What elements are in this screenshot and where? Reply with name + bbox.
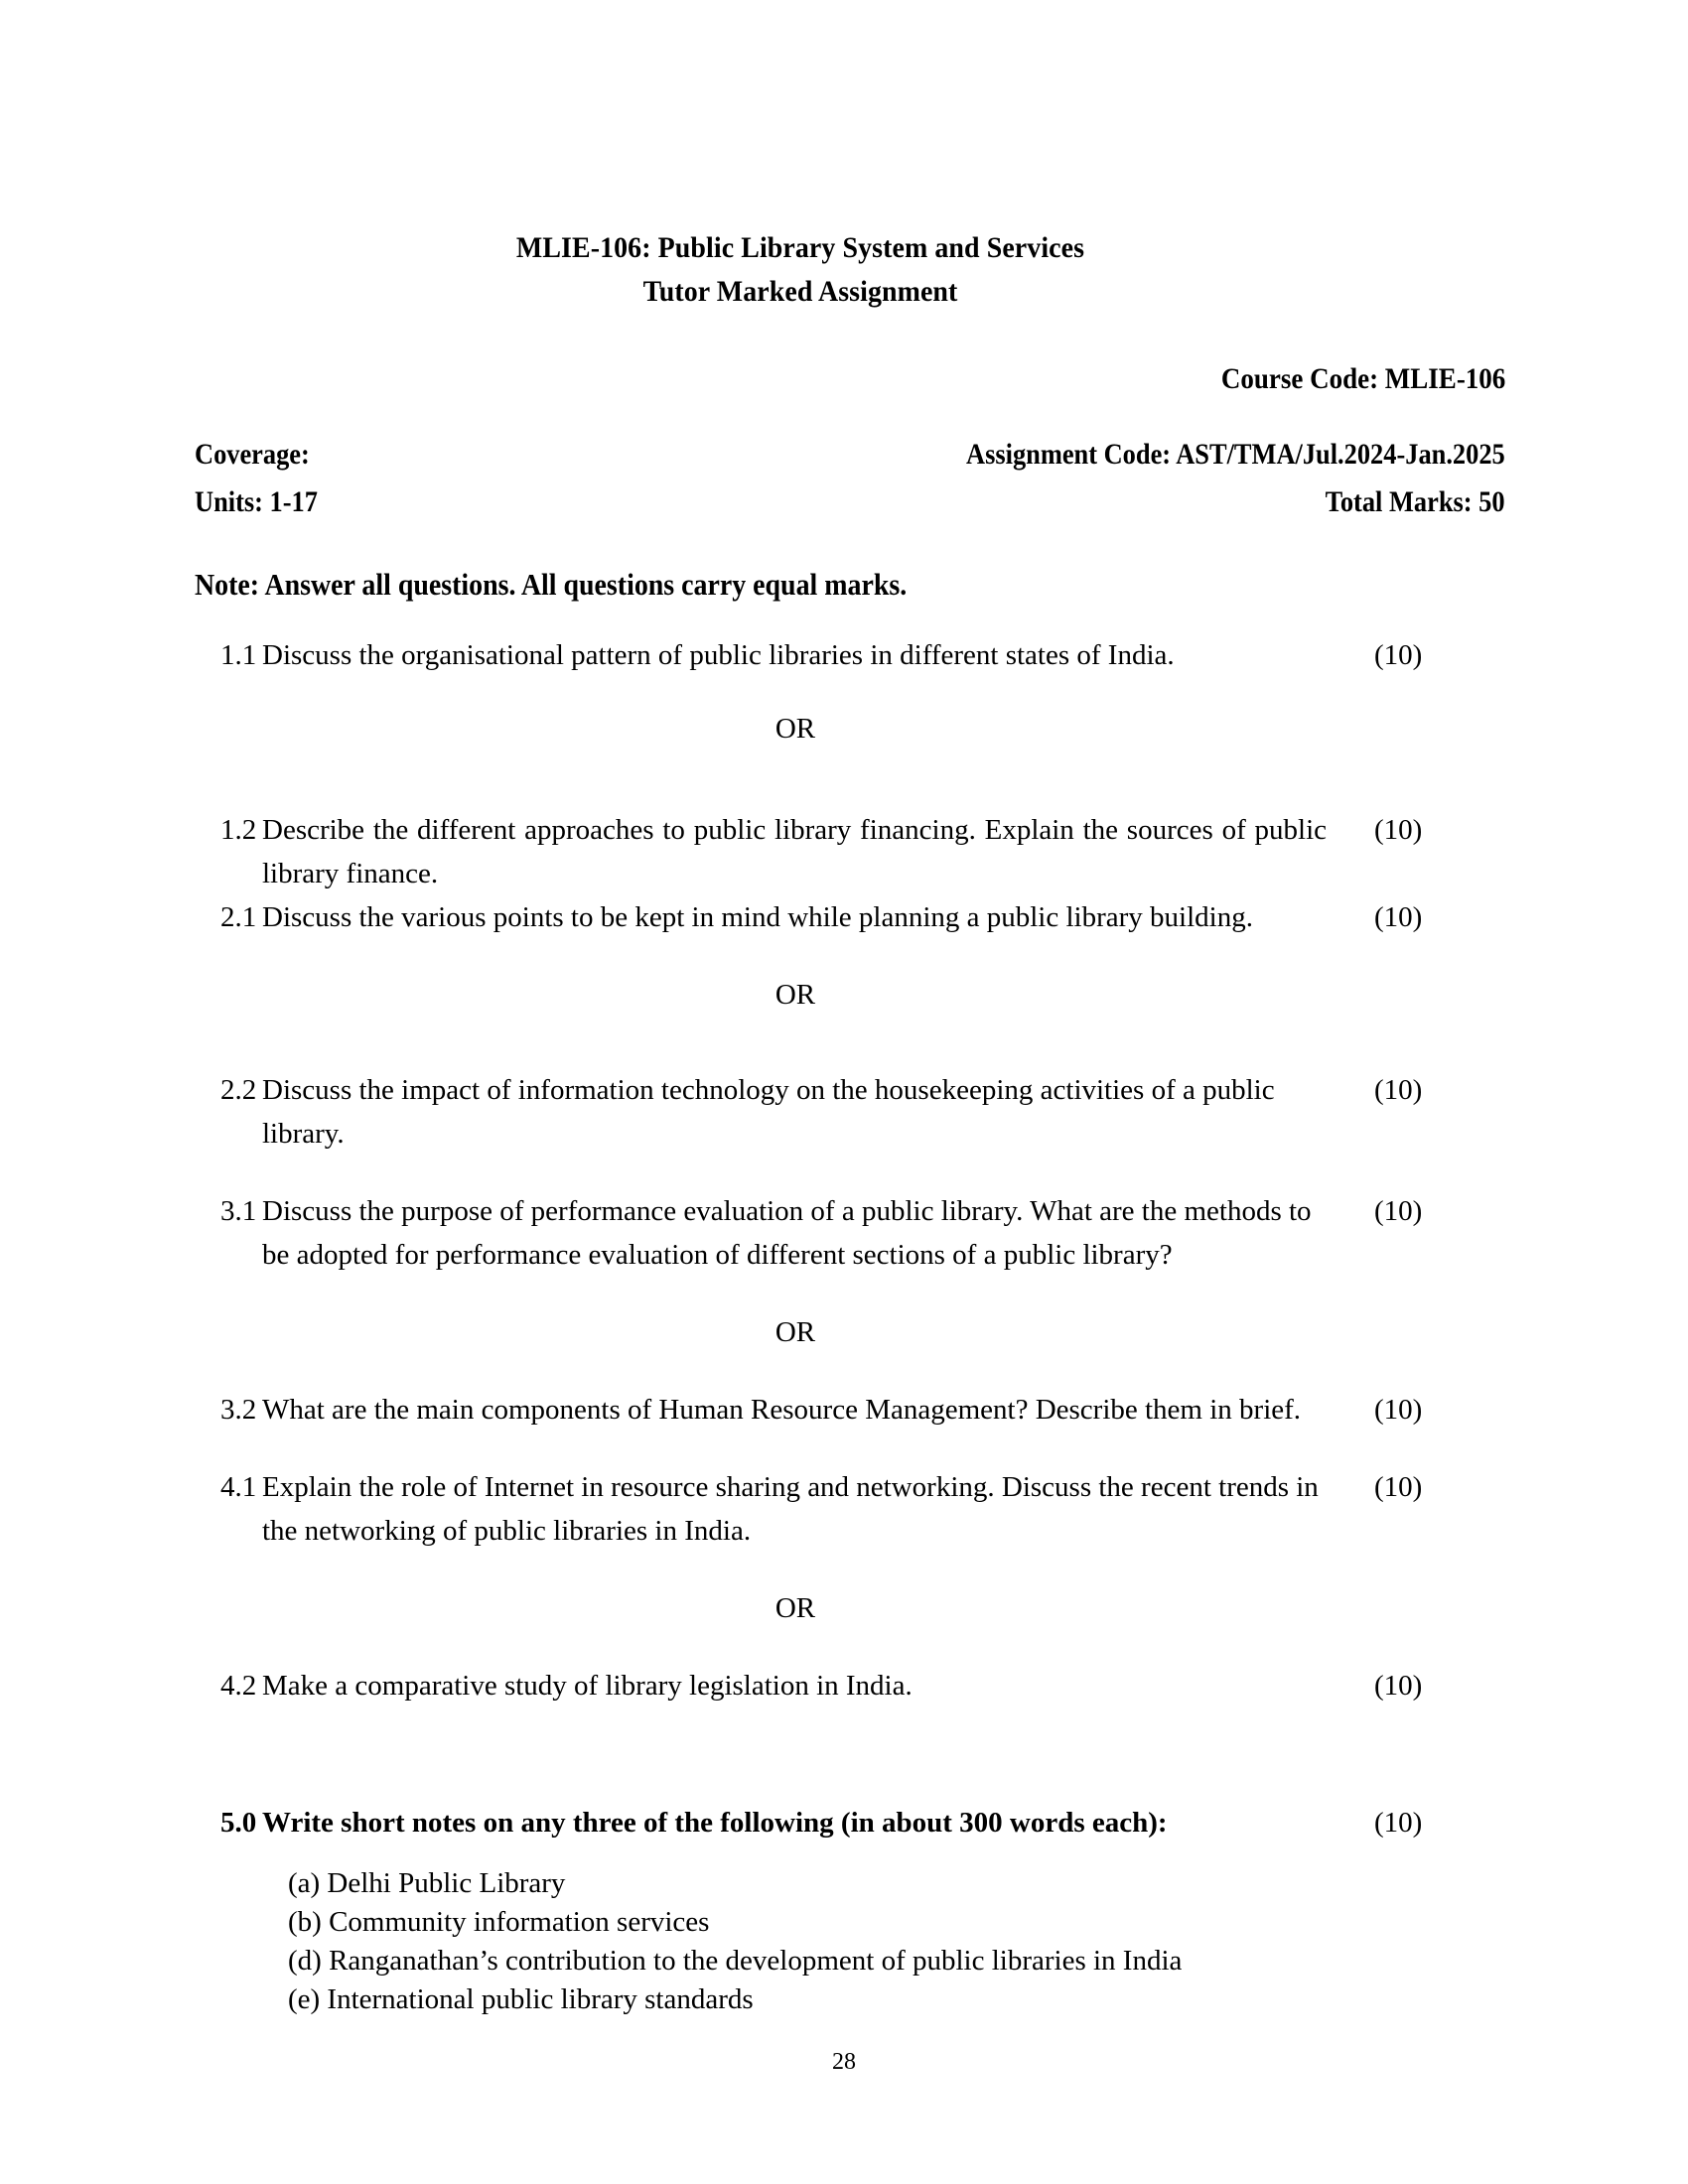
or-separator: OR [774,1592,816,1624]
question-text: Discuss the purpose of performance evaluation of a public library. What are the methods to be adopted for performance evaluation of different sections of a public library? [262,1195,1312,1271]
or-separator: OR [774,713,816,745]
question-number: 1.2 [220,814,257,846]
question-list [195,633,1525,2019]
question-number: 3.1 [220,1195,257,1227]
question-marks: (10) [1374,1394,1423,1426]
or-separator: OR [774,1316,816,1348]
question-marks: (10) [1374,1807,1423,1839]
or-separator: OR [774,979,816,1011]
page-content [195,0,1505,2019]
question-marks: (10) [1374,1670,1423,1702]
assignment-code-label: Assignment Code: AST/TMA/Jul.2024-Jan.2025 [966,438,1505,471]
question-text: Discuss the various points to be kept in mind while planning a public library building. [262,901,1253,933]
list-item: (e) International public library standards [288,1983,754,2015]
question-text: Discuss the organisational pattern of public libraries in different states of India. [262,639,1175,671]
note-line: Note: Answer all questions. All questions carry equal marks. [195,567,908,602]
question-row [195,1801,1525,1844]
list-item: (b) Community information services [288,1906,710,1938]
question-marks: (10) [1374,1074,1423,1106]
question-text: Make a comparative study of library legislation in India. [262,1670,913,1702]
page-number: 28 [832,2049,856,2075]
question-number: 2.2 [220,1074,257,1106]
question-marks: (10) [1374,639,1423,671]
question-marks: (10) [1374,814,1423,846]
question-row [195,895,1525,939]
question-row [195,1664,1525,1707]
question-number: 4.2 [220,1670,257,1702]
question-number: 3.2 [220,1394,257,1426]
short-note-options-list [288,1864,1430,2019]
question-text: Describe the different approaches to public library financing. Explain the sources of public library finance. [262,814,1327,889]
course-code-row [195,359,1505,399]
question-text: What are the main components of Human Resource Management? Describe them in brief. [262,1394,1302,1426]
question-marks: (10) [1374,1471,1423,1503]
question-marks: (10) [1374,1195,1423,1227]
title-block [195,226,1406,314]
question-row [195,1189,1525,1277]
question-row [195,633,1525,677]
question-row [195,1465,1525,1553]
question-row [195,808,1525,895]
question-number: 4.1 [220,1471,257,1503]
units-label: Units: 1-17 [195,485,318,518]
units-total-marks-row [195,482,1505,530]
question-number: 5.0 [220,1807,257,1839]
page-title: MLIE-106: Public Library System and Services [515,231,1085,264]
question-text: Discuss the impact of information technology on the housekeeping activities of a public library. [262,1074,1275,1150]
coverage-assignment-row [195,435,1505,482]
question-text: Write short notes on any three of the following (in about 300 words each): [262,1807,1168,1839]
question-row [195,1388,1525,1432]
course-code-label: Course Code: MLIE-106 [1220,362,1505,395]
total-marks-label: Total Marks: 50 [1326,485,1505,518]
question-row [195,1068,1525,1156]
question-number: 1.1 [220,639,257,671]
coverage-label: Coverage: [195,438,310,471]
question-marks: (10) [1374,901,1423,933]
list-item: (d) Ranganathan’s contribution to the development of public libraries in India [288,1945,1183,1977]
list-item: (a) Delhi Public Library [288,1867,566,1899]
page-subtitle: Tutor Marked Assignment [642,275,958,308]
question-text: Explain the role of Internet in resource sharing and networking. Discuss the recent trends in the networking of public libraries in India. [262,1471,1319,1547]
question-number: 2.1 [220,901,257,933]
